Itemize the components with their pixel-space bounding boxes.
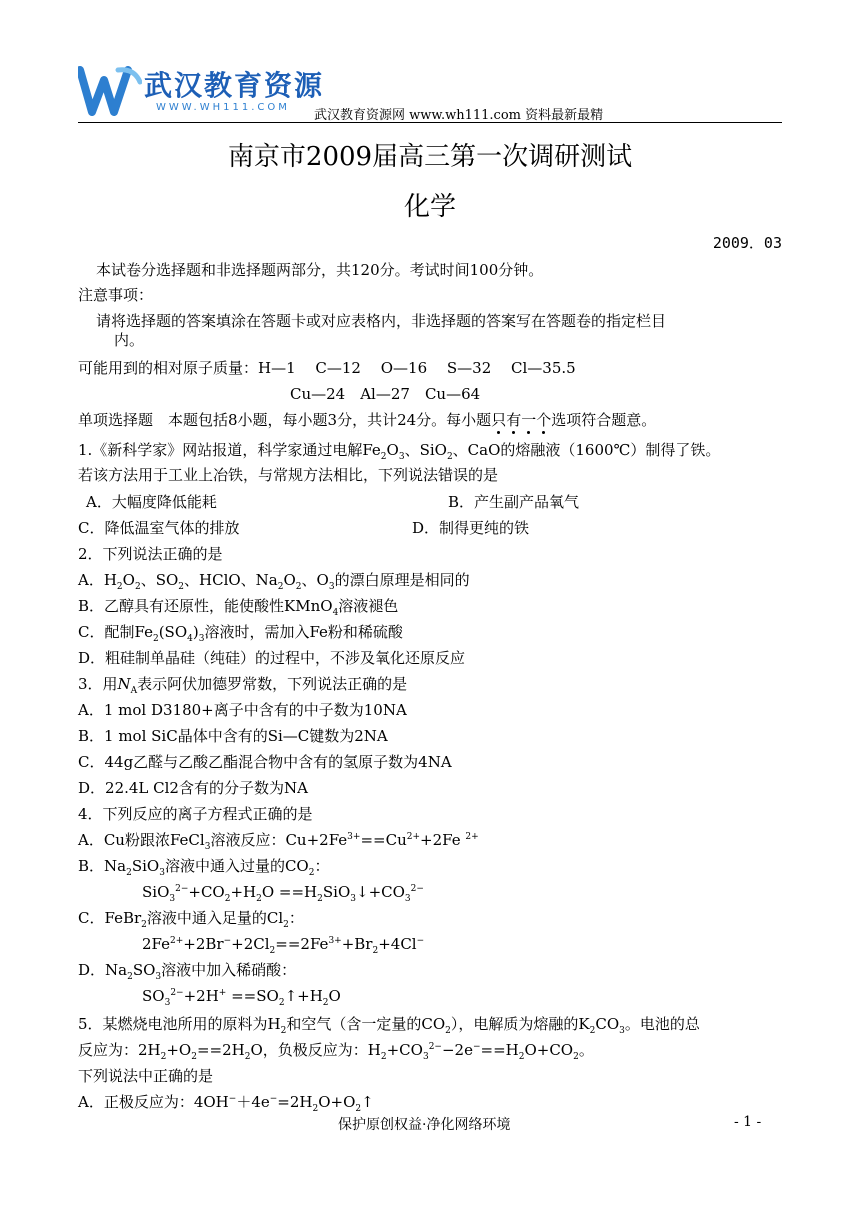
footer-slogan: 保护原创权益·净化网络环境	[338, 1117, 511, 1133]
section-heading-part-2: 选项符合题意。	[551, 411, 657, 429]
question-4-option-b: B．$Na_2SiO_3$溶液中通入过量的$CO_2$：	[78, 857, 330, 878]
emphasis-char: 有	[506, 411, 522, 429]
exam-subject: 化学	[403, 192, 456, 222]
question-3-option-a: A．1 mol D3180+离子中含有的中子数为10NA	[78, 701, 407, 719]
emphasis-char: 个	[536, 411, 552, 429]
question-4-stem: 4．下列反应的离子方程式正确的是	[78, 805, 313, 823]
question-1-stem: 1.《新科学家》网站报道，科学家通过电解$Fe_2O_3$、SiO$_2$、CaO的熔融液（1600℃）制得了铁。	[78, 441, 721, 462]
header-rule	[78, 122, 782, 123]
section-heading-part-1: 单项选择题 本题包括8小题，每小题3分，共计24分。每小题	[78, 411, 492, 429]
w-logo-icon	[78, 66, 142, 116]
question-1-option-c: C．降低温室气体的排放	[78, 519, 240, 537]
question-3-stem: 3．用$N_A$表示阿伏加德罗常数，下列说法正确的是	[78, 675, 408, 696]
question-1-option-b: B．产生副产品氧气	[448, 493, 580, 511]
question-1-option-d: D．制得更纯的铁	[412, 519, 530, 537]
question-4-option-d: D．$Na_2SO_3$溶液中加入稀硝酸：	[78, 961, 297, 982]
question-4-equation-d: $SO_3^{2-}+2H^+$ $==SO_2↑+H_2O$	[142, 987, 341, 1008]
logo-text: 武汉教育资源	[144, 69, 325, 102]
question-2-stem: 2．下列说法正确的是	[78, 545, 223, 563]
question-1-option-a: A．大幅度降低能耗	[86, 493, 217, 511]
question-5-option-a: A．正极反应为：$4OH^-+4e^-=2H_2O+O_2↑$	[78, 1093, 374, 1114]
emphasis-char: 只	[491, 411, 507, 429]
page-number: - 1 -	[734, 1114, 762, 1130]
question-5-stem: 5．某燃烧电池所用的原料为$H_2$和空气（含一定量的$CO_2$），电解质为熔融的$K_2CO_3$。电池的总	[78, 1015, 700, 1036]
question-5-stem-3: 下列说法中正确的是	[78, 1067, 214, 1085]
atomic-masses-line-1: 可能用到的相对原子质量：H—1 C—12 O—16 S—32 Cl—35.5	[78, 359, 576, 377]
question-4-equation-b: $SiO_3^{2-}+CO_2+H_2O$ $==H_2SiO_3↓+CO_3^{2-}$	[142, 883, 424, 904]
header-tagline: 武汉教育资源网 www.wh111.com 资料最新最精	[314, 108, 604, 123]
notice-line-2: 内。	[114, 331, 145, 349]
question-3-option-d: D．22.4L Cl2含有的分子数为NA	[78, 779, 308, 797]
intro-text: 本试卷分选择题和非选择题两部分，共120分。考试时间100分钟。	[96, 261, 544, 279]
question-4-option-c: C．FeBr$_2$溶液中通入足量的$Cl_2$：	[78, 909, 304, 930]
question-4-option-a: A．Cu粉跟浓FeCl$_3$溶液反应：$Cu+2Fe^{3+}==Cu^{2+}+2Fe$ $^{2+}$	[78, 831, 479, 852]
exam-date: 2009．03	[712, 234, 782, 252]
question-5-stem-2: 反应为：$2H_2+O_2==2H_2O$，负极反应为：$H_2+CO_3^{2-}-2e^-==H_2O+CO_2$。	[78, 1041, 594, 1062]
site-logo	[78, 60, 328, 120]
question-3-option-b: B．1 mol SiC晶体中含有的Si—C键数为2NA	[78, 727, 388, 745]
notice-heading: 注意事项：	[78, 286, 154, 304]
question-2-option-b: B．乙醇具有还原性，能使酸性KMnO$_4$溶液褪色	[78, 597, 399, 618]
notice-line-1: 请将选择题的答案填涂在答题卡或对应表格内，非选择题的答案写在答题卷的指定栏目	[96, 312, 667, 330]
logo-url: WWW.WH111.COM	[156, 102, 290, 113]
question-2-option-a: A．$H_2O_2$、$SO_2$、HClO、$Na_2O_2$、$O_3$的漂白原理是相同的	[78, 571, 470, 592]
question-4-equation-c: $2Fe^{2+}+2Br^-+2Cl_2==2Fe^{3+}+Br_2+4Cl^-$	[142, 935, 425, 956]
question-2-option-d: D．粗硅制单晶硅（纯硅）的过程中，不涉及氧化还原反应	[78, 649, 466, 667]
section-heading	[78, 410, 656, 430]
question-3-option-c: C．44g乙醛与乙酸乙酯混合物中含有的氢原子数为4NA	[78, 753, 452, 771]
atomic-masses-line-2: Cu—24 Al—27 Cu—64	[290, 385, 481, 403]
question-2-option-c: C．配制$Fe_2(SO_4)_3$溶液时，需加入Fe粉和稀硫酸	[78, 623, 403, 644]
exam-title: 南京市2009届高三第一次调研测试	[227, 142, 633, 172]
page-header	[78, 60, 782, 124]
emphasis-char: 一	[521, 411, 537, 429]
question-1-stem-2: 若该方法用于工业上冶铁，与常规方法相比，下列说法错误的是	[78, 466, 499, 484]
